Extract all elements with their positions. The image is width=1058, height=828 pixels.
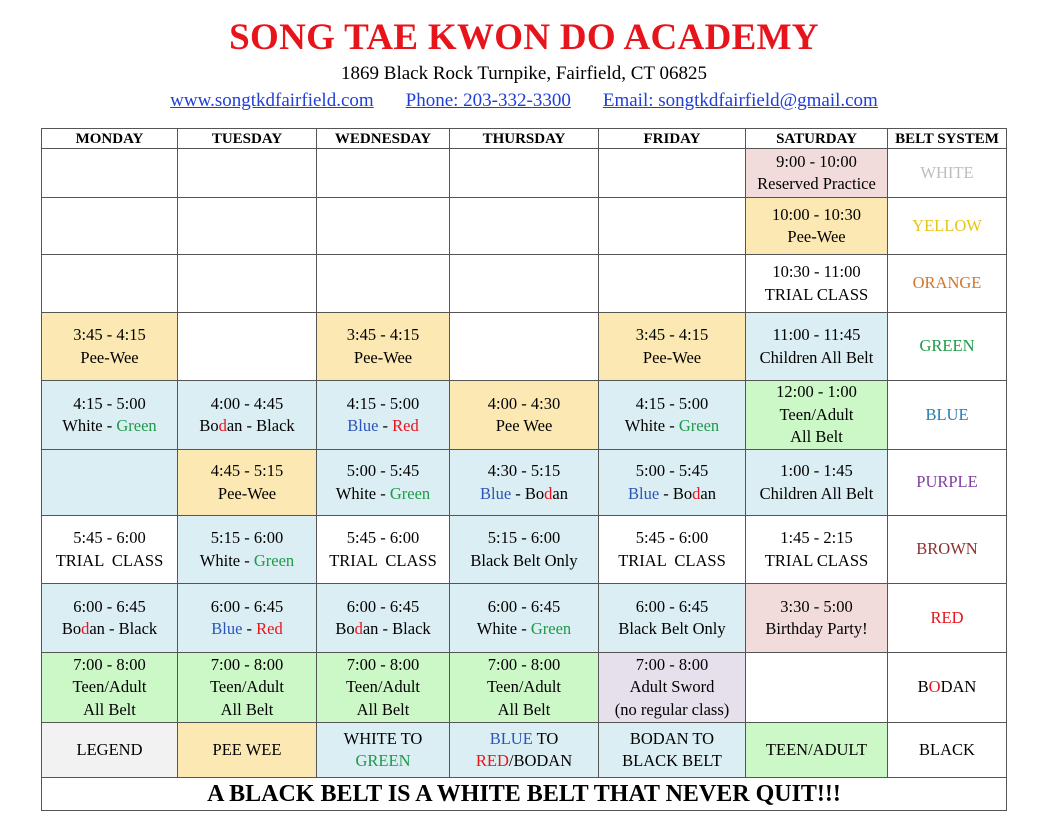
class-time: 3:45 - 4:15: [346, 325, 420, 344]
phone-link[interactable]: Phone: 203-332-3300: [405, 90, 571, 111]
column-header-wednesday: WEDNESDAY: [317, 129, 450, 149]
class-slot: [178, 653, 317, 723]
class-name: TRIAL CLASS: [764, 284, 869, 304]
schedule-row: [42, 313, 1007, 381]
legend-bodan-to-black-belt: BODAN TO BLACK BELT: [599, 723, 746, 778]
class-name: Pee-Wee: [80, 347, 139, 367]
class-time: 7:00 - 8:00: [346, 654, 420, 674]
class-name: Birthday Party!: [765, 619, 868, 638]
class-time: 10:00 - 10:30: [772, 204, 861, 224]
empty-slot: [599, 149, 746, 198]
class-name: Blue - Red: [211, 619, 283, 638]
schedule-row: [42, 149, 1007, 198]
class-time: 10:30 - 11:00: [772, 262, 861, 281]
belt-yellow: YELLOW: [888, 198, 1007, 255]
empty-slot: [178, 313, 317, 381]
class-time: 5:00 - 5:45: [346, 461, 420, 480]
class-time: 5:45 - 6:00: [635, 528, 709, 547]
class-slot: [178, 516, 317, 584]
class-name: White - Green: [476, 619, 572, 638]
class-slot: [746, 516, 888, 584]
class-name: Bodan - Black: [335, 619, 431, 638]
class-slot: [317, 450, 450, 516]
belt-brown: BROWN: [888, 516, 1007, 584]
class-name: Bodan - Black: [199, 416, 295, 435]
class-slot: [317, 584, 450, 653]
class-time: 6:00 - 6:45: [73, 596, 146, 616]
class-time: 5:45 - 6:00: [346, 528, 420, 547]
schedule-row: [42, 653, 1007, 723]
class-name: Blue - Bodan: [479, 483, 568, 503]
class-slot: [599, 313, 746, 381]
column-header-tuesday: TUESDAY: [178, 129, 317, 149]
class-slot: [746, 450, 888, 516]
class-slot: [42, 313, 178, 381]
class-slot: [42, 516, 178, 584]
legend-label: LEGEND: [42, 723, 178, 778]
class-name: Teen/Adult: [346, 677, 420, 697]
class-time: 4:30 - 5:15: [487, 461, 561, 480]
empty-slot: [178, 255, 317, 313]
class-time: 7:00 - 8:00: [487, 654, 561, 674]
class-name: Teen/Adult: [210, 677, 284, 697]
class-time: 5:15 - 6:00: [210, 528, 284, 547]
column-header-saturday: SATURDAY: [746, 129, 888, 149]
class-name: Reserved Practice: [757, 174, 876, 193]
class-time: 4:15 - 5:00: [73, 393, 146, 413]
class-slot: [746, 313, 888, 381]
empty-slot: [450, 149, 599, 198]
contact-line: [0, 89, 1048, 113]
class-time: 4:15 - 5:00: [635, 393, 709, 413]
academy-address: 1869 Black Rock Turnpike, Fairfield, CT 06825: [341, 63, 707, 84]
class-slot: [599, 653, 746, 723]
empty-slot: [599, 255, 746, 313]
class-name: White - Green: [199, 550, 295, 570]
class-time: 11:00 - 11:45: [772, 325, 861, 344]
class-name: Blue - Bodan: [627, 483, 716, 503]
class-slot: [42, 381, 178, 450]
empty-slot: [317, 149, 450, 198]
empty-slot: [746, 653, 888, 723]
class-name: All Belt: [356, 699, 410, 719]
column-header-friday: FRIDAY: [599, 129, 746, 149]
empty-slot: [450, 313, 599, 381]
class-time: 6:00 - 6:45: [487, 596, 561, 616]
class-name: All Belt: [83, 699, 136, 719]
empty-slot: [450, 198, 599, 255]
class-name: Pee-Wee: [217, 483, 277, 503]
class-time: 5:00 - 5:45: [635, 461, 709, 480]
class-slot: [42, 584, 178, 653]
class-slot: [450, 584, 599, 653]
schedule-row: [42, 584, 1007, 653]
class-name: Black Belt Only: [618, 619, 726, 638]
empty-slot: [178, 149, 317, 198]
class-time: 4:45 - 5:15: [210, 461, 284, 480]
class-slot: [746, 255, 888, 313]
class-time: 4:00 - 4:45: [210, 393, 284, 413]
class-name: White - Green: [624, 416, 720, 435]
belt-red: RED: [888, 584, 1007, 653]
class-name: White - Green: [335, 483, 431, 503]
class-name: Pee-Wee: [642, 347, 702, 367]
legend-row: [42, 723, 1007, 778]
class-slot: [317, 381, 450, 450]
column-header-monday: MONDAY: [42, 129, 178, 149]
empty-slot: [42, 450, 178, 516]
class-time: 12:00 - 1:00: [776, 382, 857, 402]
class-slot: [450, 516, 599, 584]
empty-slot: [599, 198, 746, 255]
class-slot: [317, 313, 450, 381]
empty-slot: [42, 255, 178, 313]
class-time: 5:15 - 6:00: [487, 528, 561, 547]
schedule-row: [42, 198, 1007, 255]
class-name: All Belt: [497, 699, 551, 719]
motto: A BLACK BELT IS A WHITE BELT THAT NEVER QUIT!!!: [42, 778, 1007, 811]
legend-teen-adult: TEEN/ADULT: [746, 723, 888, 778]
belt-purple: PURPLE: [888, 450, 1007, 516]
class-name: Teen/Adult: [779, 404, 854, 424]
class-time: 3:45 - 4:15: [635, 325, 709, 344]
website-link[interactable]: www.songtkdfairfield.com: [170, 90, 374, 111]
empty-slot: [42, 149, 178, 198]
class-note: (no regular class): [614, 699, 730, 719]
empty-slot: [178, 198, 317, 255]
class-slot: [317, 653, 450, 723]
class-name: Pee-Wee: [787, 227, 846, 246]
email-link[interactable]: Email: songtkdfairfield@gmail.com: [602, 90, 878, 111]
class-name: Children All Belt: [759, 483, 874, 503]
schedule-row: [42, 255, 1007, 313]
class-time: 4:15 - 5:00: [346, 393, 420, 413]
class-name: TRIAL CLASS: [329, 550, 437, 570]
schedule-row: [42, 381, 1007, 450]
class-name: Teen/Adult: [72, 677, 147, 697]
class-time: 3:45 - 4:15: [73, 325, 146, 344]
empty-slot: [317, 255, 450, 313]
column-header-belt-system: BELT SYSTEM: [888, 129, 1007, 149]
class-slot: [450, 450, 599, 516]
header-row: [42, 129, 1007, 149]
schedule-row: [42, 516, 1007, 584]
class-name: TRIAL CLASS: [618, 550, 726, 570]
legend-white-to-green: WHITE TO GREEN: [317, 723, 450, 778]
class-schedule-table: [41, 128, 1007, 811]
class-name: Adult Sword: [629, 677, 715, 697]
class-slot: [746, 381, 888, 450]
class-time: 7:00 - 8:00: [73, 654, 146, 674]
class-time: 1:00 - 1:45: [780, 461, 853, 480]
schedule-row: [42, 450, 1007, 516]
class-time: 6:00 - 6:45: [210, 596, 284, 616]
class-name: All Belt: [220, 699, 274, 719]
empty-slot: [450, 255, 599, 313]
footer-row: [42, 778, 1007, 811]
class-name: Pee-Wee: [353, 347, 413, 367]
academy-title: SONG TAE KWON DO ACADEMY: [229, 17, 819, 58]
class-name: White - Green: [62, 416, 157, 435]
class-name: Bodan - Black: [61, 619, 158, 638]
empty-slot: [317, 198, 450, 255]
belt-white: WHITE: [888, 149, 1007, 198]
class-slot: [599, 381, 746, 450]
class-time: 7:00 - 8:00: [635, 654, 709, 674]
class-slot: [746, 584, 888, 653]
column-header-thursday: THURSDAY: [450, 129, 599, 149]
class-name: Black Belt Only: [470, 550, 578, 570]
class-slot: [317, 516, 450, 584]
class-name: All Belt: [790, 427, 843, 447]
class-slot: [178, 450, 317, 516]
class-time: 4:00 - 4:30: [487, 393, 561, 413]
class-time: 9:00 - 10:00: [776, 151, 857, 171]
belt-green: GREEN: [888, 313, 1007, 381]
class-slot: [746, 198, 888, 255]
empty-slot: [42, 198, 178, 255]
belt-orange: ORANGE: [888, 255, 1007, 313]
class-slot: [599, 584, 746, 653]
belt-blue: BLUE: [888, 381, 1007, 450]
class-name: Blue - Red: [347, 416, 419, 435]
class-slot: [178, 584, 317, 653]
class-time: 5:45 - 6:00: [73, 528, 146, 547]
class-name: TRIAL CLASS: [764, 550, 869, 570]
class-name: TRIAL CLASS: [55, 550, 164, 570]
class-time: 6:00 - 6:45: [635, 596, 709, 616]
class-slot: [178, 381, 317, 450]
class-slot: [599, 516, 746, 584]
class-slot: [450, 653, 599, 723]
class-time: 3:30 - 5:00: [780, 596, 853, 616]
class-time: 7:00 - 8:00: [210, 654, 284, 674]
class-time: 1:45 - 2:15: [780, 528, 853, 547]
class-name: Children All Belt: [759, 347, 874, 367]
class-name: Pee Wee: [495, 416, 553, 435]
class-name: Teen/Adult: [487, 677, 561, 697]
class-slot: [450, 381, 599, 450]
class-slot: [746, 149, 888, 198]
legend-pee-wee: PEE WEE: [178, 723, 317, 778]
class-time: 6:00 - 6:45: [346, 596, 420, 616]
belt-bodan: BODAN: [888, 653, 1007, 723]
legend-blue-to-red-bodan: BLUE TO RED/BODAN: [450, 723, 599, 778]
class-slot: [42, 653, 178, 723]
belt-black: BLACK: [888, 723, 1007, 778]
class-slot: [599, 450, 746, 516]
